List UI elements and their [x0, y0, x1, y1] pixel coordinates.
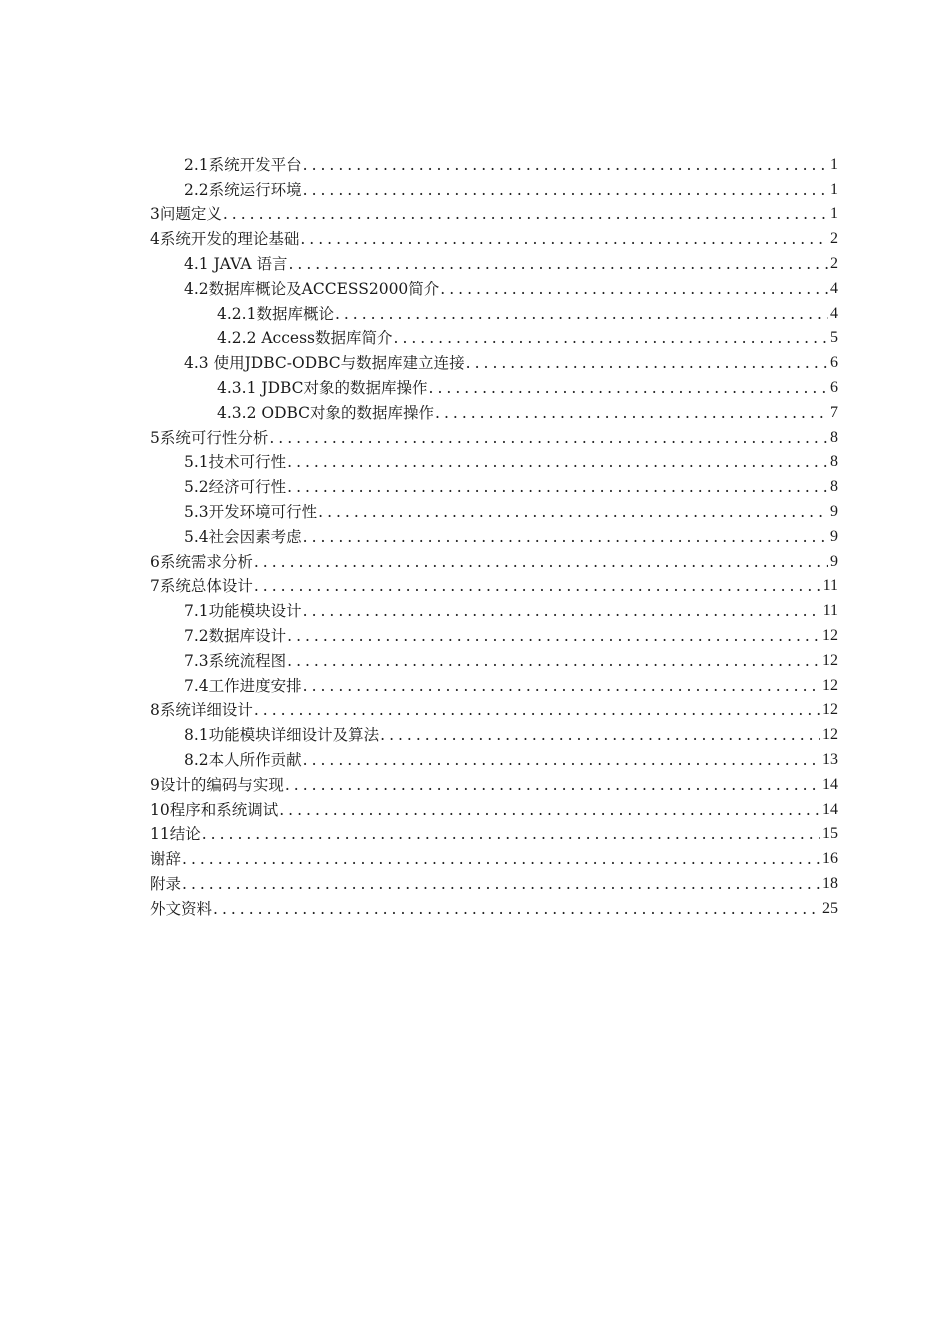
toc-entry-page-number: 8: [830, 478, 838, 496]
toc-entry-page-number: 16: [822, 850, 838, 868]
toc-entry-title: 8.2本人所作贡献: [184, 750, 302, 769]
toc-entry[interactable]: [150, 373, 838, 398]
toc-entry-page-number: 13: [822, 750, 838, 768]
toc-entry[interactable]: [150, 572, 838, 597]
toc-entry-page-number: 9: [830, 502, 838, 520]
toc-entry-page-number: 4: [830, 279, 838, 297]
toc-entry-title: 4.3.1 JDBC对象的数据库操作: [217, 378, 428, 397]
toc-entry[interactable]: [150, 869, 838, 894]
toc-entry[interactable]: [150, 696, 838, 721]
dot-leader: [287, 651, 820, 671]
toc-entry[interactable]: [150, 175, 838, 200]
toc-entry-page-number: 14: [822, 800, 838, 818]
toc-entry-page-number: 12: [822, 701, 838, 719]
dot-leader: [269, 428, 828, 448]
dot-leader: [303, 676, 820, 696]
dot-leader: [335, 304, 828, 324]
toc-entry[interactable]: [150, 299, 838, 324]
toc-entry-title: 谢辞: [150, 850, 182, 869]
toc-entry[interactable]: [150, 224, 838, 249]
table-of-contents: [150, 150, 838, 919]
toc-entry-title: 4.3 使用JDBC-ODBC与数据库建立连接: [184, 354, 465, 373]
dot-leader: [223, 204, 828, 224]
toc-entry-page-number: 11: [822, 577, 838, 595]
toc-entry[interactable]: [150, 621, 838, 646]
toc-entry[interactable]: [150, 448, 838, 473]
dot-leader: [202, 824, 820, 844]
dot-leader: [318, 502, 828, 522]
toc-entry-page-number: 12: [822, 626, 838, 644]
dot-leader: [287, 477, 828, 497]
toc-entry-page-number: 12: [822, 651, 838, 669]
toc-entry[interactable]: [150, 646, 838, 671]
toc-entry-page-number: 1: [830, 205, 838, 223]
toc-entry-title: 4系统开发的理论基础: [150, 230, 300, 249]
toc-entry-title: 4.2.1数据库概论: [217, 304, 334, 323]
toc-entry-title: 8系统详细设计: [150, 701, 253, 720]
toc-entry-page-number: 5: [830, 329, 838, 347]
toc-entry-page-number: 11: [822, 602, 838, 620]
toc-entry-title: 7.2数据库设计: [184, 626, 287, 645]
toc-entry[interactable]: [150, 497, 838, 522]
dot-leader: [303, 750, 820, 770]
dot-leader: [303, 155, 828, 175]
toc-entry-title: 7.4工作进度安排: [184, 676, 302, 695]
toc-entry-page-number: 18: [822, 874, 838, 892]
toc-entry[interactable]: [150, 472, 838, 497]
toc-entry[interactable]: [150, 596, 838, 621]
dot-leader: [285, 775, 820, 795]
toc-entry[interactable]: [150, 770, 838, 795]
toc-entry-page-number: 7: [830, 403, 838, 421]
toc-entry-page-number: 14: [822, 775, 838, 793]
toc-entry-title: 10程序和系统调试: [150, 800, 279, 819]
toc-entry[interactable]: [150, 348, 838, 373]
toc-entry-title: 4.2数据库概论及ACCESS2000简介: [184, 279, 440, 298]
toc-entry-title: 5系统可行性分析: [150, 428, 269, 447]
dot-leader: [303, 527, 828, 547]
toc-entry[interactable]: [150, 522, 838, 547]
dot-leader: [182, 849, 820, 869]
toc-entry[interactable]: [150, 249, 838, 274]
dot-leader: [288, 254, 828, 274]
toc-entry-title: 4.1 JAVA 语言: [184, 254, 288, 273]
toc-entry[interactable]: [150, 795, 838, 820]
toc-entry-page-number: 8: [830, 453, 838, 471]
toc-entry-page-number: 4: [830, 304, 838, 322]
toc-entry[interactable]: [150, 745, 838, 770]
toc-entry[interactable]: [150, 200, 838, 225]
dot-leader: [303, 180, 828, 200]
dot-leader: [394, 328, 828, 348]
toc-entry-page-number: 12: [822, 676, 838, 694]
toc-entry-title: 3问题定义: [150, 205, 222, 224]
dot-leader: [279, 800, 820, 820]
dot-leader: [435, 403, 828, 423]
toc-entry[interactable]: [150, 844, 838, 869]
toc-entry[interactable]: [150, 423, 838, 448]
toc-entry-title: 4.2.2 Access数据库简介: [217, 329, 393, 348]
dot-leader: [287, 452, 828, 472]
toc-entry[interactable]: [150, 720, 838, 745]
dot-leader: [287, 626, 820, 646]
toc-entry-title: 5.3开发环境可行性: [184, 502, 318, 521]
dot-leader: [182, 874, 820, 894]
toc-entry-page-number: 9: [830, 552, 838, 570]
toc-entry[interactable]: [150, 324, 838, 349]
dot-leader: [380, 725, 820, 745]
dot-leader: [254, 576, 821, 596]
toc-entry-title: 7系统总体设计: [150, 577, 253, 596]
dot-leader: [466, 353, 828, 373]
toc-entry-page-number: 6: [830, 378, 838, 396]
toc-entry-title: 6系统需求分析: [150, 552, 253, 571]
toc-entry-title: 2.1系统开发平台: [184, 155, 302, 174]
toc-entry-title: 7.3系统流程图: [184, 651, 287, 670]
toc-entry-title: 5.1技术可行性: [184, 453, 287, 472]
toc-entry[interactable]: [150, 274, 838, 299]
toc-entry-title: 7.1功能模块设计: [184, 602, 302, 621]
toc-entry[interactable]: [150, 671, 838, 696]
toc-entry-title: 11结论: [150, 825, 201, 844]
toc-entry-title: 外文资料: [150, 899, 213, 918]
dot-leader: [254, 700, 820, 720]
toc-entry[interactable]: [150, 398, 838, 423]
dot-leader: [303, 601, 821, 621]
toc-entry[interactable]: [150, 547, 838, 572]
toc-entry[interactable]: [150, 150, 838, 175]
dot-leader: [440, 279, 828, 299]
toc-entry-page-number: 15: [822, 825, 838, 843]
toc-entry-title: 9设计的编码与实现: [150, 775, 284, 794]
toc-entry-page-number: 1: [830, 155, 838, 173]
toc-entry-page-number: 8: [830, 428, 838, 446]
toc-entry-page-number: 25: [822, 899, 838, 917]
dot-leader: [429, 378, 828, 398]
toc-entry-page-number: 6: [830, 354, 838, 372]
dot-leader: [300, 229, 828, 249]
toc-entry-page-number: 1: [830, 180, 838, 198]
toc-entry-title: 8.1功能模块详细设计及算法: [184, 726, 380, 745]
toc-entry-title: 5.2经济可行性: [184, 478, 287, 497]
toc-entry[interactable]: [150, 894, 838, 919]
toc-entry-title: 附录: [150, 874, 182, 893]
toc-entry-title: 4.3.2 ODBC对象的数据库操作: [217, 403, 435, 422]
toc-entry-page-number: 2: [830, 254, 838, 272]
toc-entry-title: 2.2系统运行环境: [184, 180, 302, 199]
dot-leader: [213, 899, 820, 919]
toc-entry-page-number: 12: [822, 726, 838, 744]
toc-entry-title: 5.4社会因素考虑: [184, 527, 302, 546]
toc-entry-page-number: 2: [830, 230, 838, 248]
dot-leader: [254, 552, 828, 572]
toc-entry[interactable]: [150, 820, 838, 845]
toc-entry-page-number: 9: [830, 527, 838, 545]
